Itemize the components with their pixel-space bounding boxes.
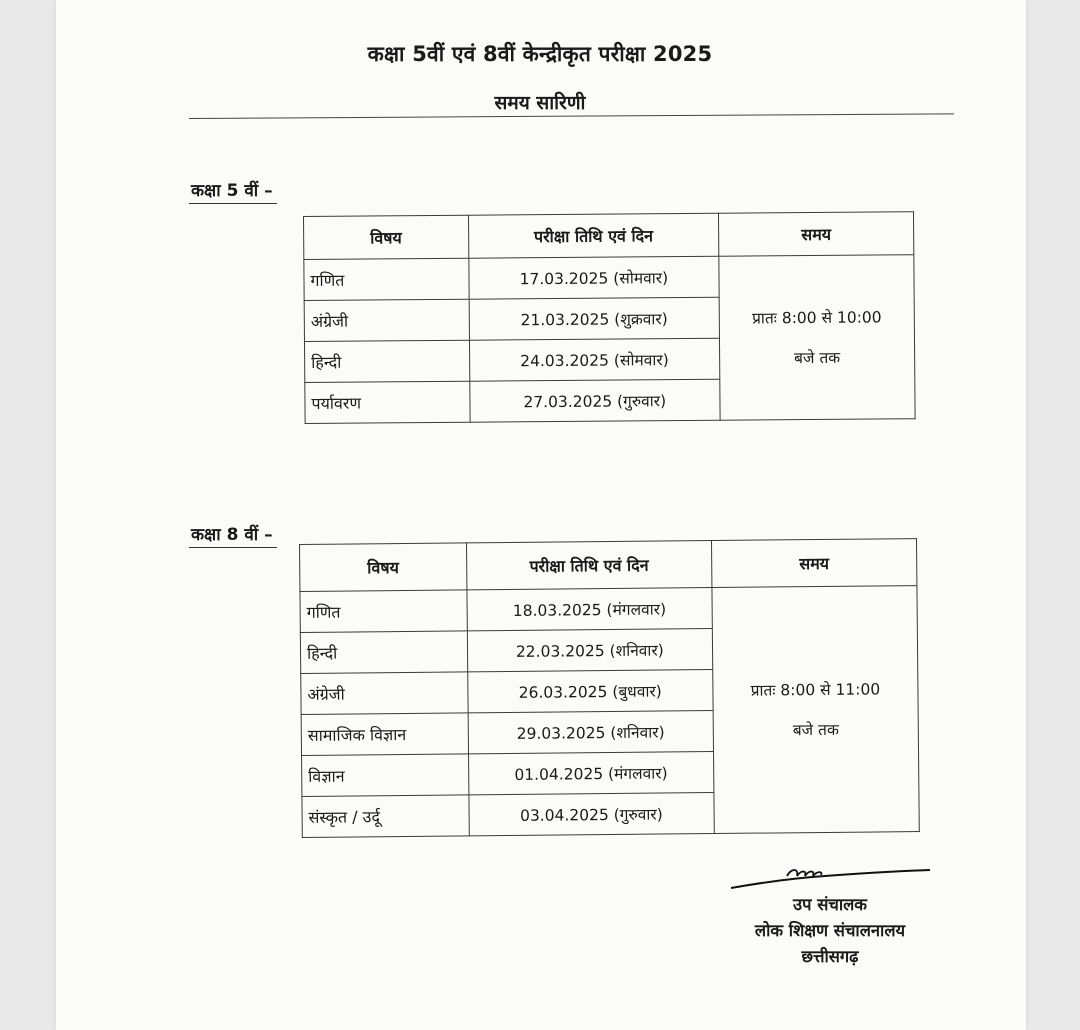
date-cell: 18.03.2025 (मंगलवार) bbox=[467, 588, 713, 631]
time-cell bbox=[719, 255, 915, 421]
subject-cell: विज्ञान bbox=[302, 754, 469, 797]
time-suffix: बजे तक bbox=[794, 348, 841, 367]
signatory-state: छत्तीसगढ़ bbox=[801, 947, 859, 966]
signatory-office: लोक शिक्षण संचालनालय bbox=[754, 921, 906, 940]
column-header-date: परीक्षा तिथि एवं दिन bbox=[468, 213, 719, 258]
column-header-subject: विषय bbox=[300, 543, 467, 592]
subject-cell: अंग्रेजी bbox=[304, 299, 469, 341]
date-cell: 27.03.2025 (गुरुवार) bbox=[469, 379, 720, 422]
date-cell: 21.03.2025 (शुक्रवार) bbox=[469, 297, 720, 340]
class8-timetable bbox=[299, 538, 920, 838]
date-cell: 24.03.2025 (सोमवार) bbox=[469, 338, 720, 381]
time-suffix: बजे तक bbox=[792, 720, 839, 739]
date-cell: 29.03.2025 (शनिवार) bbox=[468, 711, 714, 754]
column-header-time: समय bbox=[711, 539, 916, 588]
class5-section-label: कक्षा 5 वीं – bbox=[189, 178, 277, 204]
date-cell: 17.03.2025 (सोमवार) bbox=[468, 256, 719, 299]
table-header-row bbox=[300, 539, 917, 592]
document-title: कक्षा 5वीं एवं 8वीं केन्द्रीकृत परीक्षा 2025 bbox=[367, 42, 713, 66]
subject-cell: गणित bbox=[304, 258, 469, 300]
table-row bbox=[300, 586, 917, 633]
signatory-designation: उप संचालक bbox=[793, 895, 867, 914]
subject-cell: हिन्दी bbox=[304, 340, 469, 382]
subject-cell: अंग्रेजी bbox=[301, 672, 468, 715]
class5-timetable bbox=[303, 211, 916, 424]
subject-cell: हिन्दी bbox=[300, 631, 467, 674]
table-header-row bbox=[304, 212, 914, 260]
column-header-time: समय bbox=[719, 212, 914, 257]
time-range: प्रातः 8:00 से 10:00 bbox=[751, 307, 882, 327]
subject-cell: सामाजिक विज्ञान bbox=[301, 713, 468, 756]
class8-section-label: कक्षा 8 वीं – bbox=[189, 522, 277, 548]
subject-cell: गणित bbox=[300, 590, 467, 633]
date-cell: 03.04.2025 (गुरुवार) bbox=[469, 793, 715, 836]
table-row bbox=[304, 255, 914, 301]
date-cell: 01.04.2025 (मंगलवार) bbox=[468, 752, 714, 795]
signature-block bbox=[700, 862, 960, 970]
document-subtitle: समय सारिणी bbox=[494, 92, 586, 114]
time-cell bbox=[712, 586, 919, 834]
signature-mark bbox=[725, 862, 935, 892]
date-cell: 22.03.2025 (शनिवार) bbox=[467, 629, 713, 672]
subject-cell: संस्कृत / उर्दू bbox=[302, 795, 469, 838]
column-header-date: परीक्षा तिथि एवं दिन bbox=[466, 541, 712, 590]
subject-cell: पर्यावरण bbox=[305, 381, 470, 423]
date-cell: 26.03.2025 (बुधवार) bbox=[467, 670, 713, 713]
column-header-subject: विषय bbox=[304, 215, 469, 259]
time-range: प्रातः 8:00 से 11:00 bbox=[750, 679, 881, 700]
